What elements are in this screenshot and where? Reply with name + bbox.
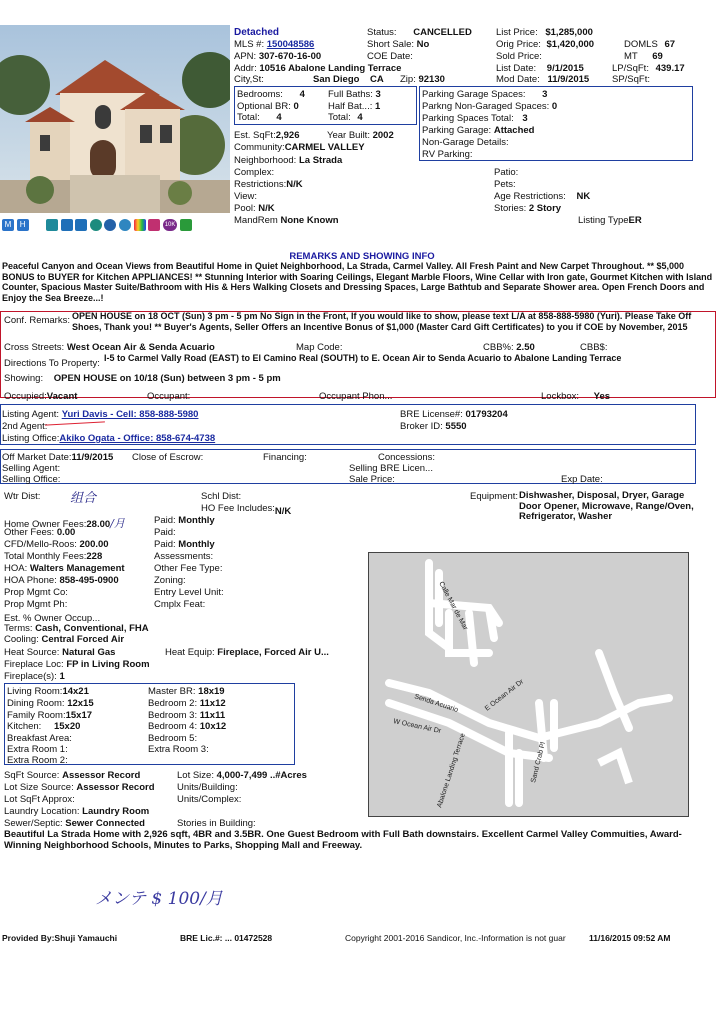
bedroom4-label: Bedroom 4: bbox=[148, 721, 198, 732]
other-fee-type-label: Other Fee Type: bbox=[154, 563, 223, 574]
listing-type-row bbox=[578, 215, 642, 226]
mls-row bbox=[234, 39, 314, 50]
pool-value: N/K bbox=[258, 203, 275, 214]
heat-equip-value: Fireplace, Forced Air U... bbox=[217, 647, 329, 658]
cross-streets-label: Cross Streets: bbox=[4, 342, 65, 353]
zoning-label: Zoning: bbox=[154, 575, 186, 586]
lockbox-label: Lockbox: bbox=[541, 391, 580, 402]
city-value: San Diego bbox=[313, 74, 360, 85]
short-sale-value: No bbox=[416, 39, 430, 50]
hoa-phone-label: HOA Phone: bbox=[4, 575, 57, 586]
total-br-value: 4 bbox=[276, 112, 282, 123]
apn-label: APN: bbox=[234, 51, 257, 62]
bedroom2-row bbox=[148, 698, 226, 709]
total-monthly-value: 228 bbox=[86, 551, 103, 562]
apn-value: 307-670-16-00 bbox=[258, 51, 322, 62]
neighborhood-label: Neighborhood: bbox=[234, 155, 297, 166]
zip-value: 92130 bbox=[418, 74, 445, 85]
cfd-row bbox=[4, 539, 109, 550]
total-ba-value: 4 bbox=[357, 112, 363, 123]
broker-row bbox=[400, 421, 467, 432]
bre-row bbox=[400, 409, 508, 420]
dining-room-row bbox=[7, 698, 94, 709]
selling-bre-label: Selling BRE Licen... bbox=[349, 463, 433, 474]
paid3-label: Paid: bbox=[154, 539, 176, 550]
kitchen-value: 15x20 bbox=[53, 721, 81, 732]
lockbox-row bbox=[541, 391, 610, 402]
lpsqft-row bbox=[612, 63, 685, 74]
fireplace-loc-row bbox=[4, 659, 150, 670]
bedroom3-row bbox=[148, 710, 225, 721]
complex-label: Complex: bbox=[234, 167, 275, 178]
map-street-5: Abalone Landing Terrace bbox=[436, 732, 467, 809]
listing-office-label: Listing Office: bbox=[2, 433, 60, 444]
full-baths-value: 3 bbox=[375, 89, 381, 100]
handwritten-maintenance-note: メンテ $ 100/月 bbox=[95, 889, 223, 909]
house-icon[interactable] bbox=[75, 219, 87, 231]
public-remarks: Peaceful Canyon and Ocean Views from Beautiful Home in Quiet Neighborhood, La Strada, Carmel Valley. All Fresh Paint and New Carpet Throughout. ** $5,000 BONUS to BUYER for Kitchen APPLIANCES! ** Stunning Interior with Soaring Ceilings, Elegant Marble Floors, Wine Cellar with Iron gate, Gourmet Kitchen with Island Counter, Spacious Master Suite/Bathroom with His & Hers Walking Closets and Dressing Spaces, Large Bathtub and Separate Shower area. Open French Doors and Enjoy the Sea Breeze...! bbox=[2, 261, 713, 303]
circle-icon[interactable] bbox=[119, 219, 131, 231]
mls-number-link[interactable]: 150048586 bbox=[266, 39, 315, 50]
family-room-label: Family Room: bbox=[7, 710, 66, 721]
bedroom4-value: 10x12 bbox=[199, 721, 227, 732]
home-owner-fees-value: 28.00 bbox=[86, 519, 111, 530]
10k-icon[interactable]: 10K bbox=[163, 219, 177, 231]
paid1-row bbox=[154, 515, 215, 526]
kitchen-label: Kitchen: bbox=[7, 721, 42, 732]
optional-br-row bbox=[237, 101, 299, 112]
footer-bre: BRE Lic.#: ... 01472528 bbox=[180, 933, 273, 943]
summary-remarks: Beautiful La Strada Home with 2,926 sqft, 4BR and 3.5BR. One Guest Bedroom with Full Bath downstairs. Excellent Carmel Valley Commuities, Award-Winning Neighborhood Schools, Minutes to Parks, Shopping Mall and Freeway. bbox=[4, 829, 682, 851]
community-row bbox=[234, 142, 365, 153]
sewer-row bbox=[4, 818, 145, 829]
cbb-row bbox=[483, 342, 535, 353]
lot-sqft-label: Lot SqFt Approx: bbox=[4, 794, 75, 805]
sqft-source-label: SqFt Source: bbox=[4, 770, 60, 781]
showing-row bbox=[4, 373, 281, 384]
garage-spaces-label: Parking Garage Spaces: bbox=[422, 89, 526, 100]
non-garaged-label: Parkng Non-Garaged Spaces: bbox=[422, 101, 550, 112]
list-price-value: $1,285,000 bbox=[545, 27, 593, 38]
circle-icon[interactable] bbox=[104, 219, 116, 231]
listing-type-label: Listing Type bbox=[578, 215, 629, 226]
list-date-value: 9/1/2015 bbox=[546, 63, 584, 74]
lot-size-source-row bbox=[4, 782, 155, 793]
extra-room3-label: Extra Room 3: bbox=[148, 744, 209, 755]
conf-remarks-label: Conf. Remarks: bbox=[4, 315, 70, 326]
year-value: 2002 bbox=[372, 130, 394, 141]
non-garage-details-label: Non-Garage Details: bbox=[422, 137, 509, 148]
bre-label: BRE License#: bbox=[400, 409, 463, 420]
fireplaces-label: Fireplace(s): bbox=[4, 671, 57, 682]
patio-label: Patio: bbox=[494, 167, 519, 178]
map-street-1: Calle Mar de Mar bbox=[437, 580, 469, 632]
paid2-label: Paid: bbox=[154, 527, 176, 538]
financing-label: Financing: bbox=[263, 452, 307, 463]
heat-source-label: Heat Source: bbox=[4, 647, 60, 658]
spsqft-label: SP/SqFt: bbox=[612, 74, 651, 85]
sqft-row bbox=[234, 130, 300, 141]
dining-room-value: 12x15 bbox=[67, 698, 94, 709]
directions-label: Directions To Property: bbox=[4, 358, 100, 369]
mt-label: MT bbox=[624, 51, 638, 62]
map-street-4: W Ocean Air Dr bbox=[392, 718, 442, 736]
cfd-value: 200.00 bbox=[79, 539, 109, 550]
equipment-value: Dishwasher, Disposal, Dryer, Garage Door Opener, Microwave, Range/Oven, Refrigerator, Washer bbox=[519, 490, 694, 522]
living-room-label: Living Room: bbox=[7, 686, 63, 697]
sewer-value: Sewer Connected bbox=[65, 818, 145, 829]
showing-label: Showing: bbox=[4, 373, 44, 384]
paid3-value: Monthly bbox=[178, 539, 215, 550]
cmplx-feat-label: Cmplx Feat: bbox=[154, 599, 206, 610]
total-monthly-row bbox=[4, 551, 102, 562]
owner-occ-label: Est. % Owner Occup... bbox=[4, 613, 101, 624]
home-icon[interactable] bbox=[61, 219, 73, 231]
heat-equip-label: Heat Equip: bbox=[165, 647, 215, 658]
short-sale-row bbox=[367, 39, 429, 50]
concessions-label: Concessions: bbox=[378, 452, 436, 463]
lot-size-label: Lot Size: bbox=[177, 770, 214, 781]
bedroom3-label: Bedroom 3: bbox=[148, 710, 198, 721]
listing-agent-link[interactable]: Yuri Davis - Cell: 858-888-5980 bbox=[61, 409, 199, 420]
master-br-label: Master BR: bbox=[148, 686, 196, 697]
garage-row bbox=[422, 125, 534, 136]
home-owner-handwritten: /月 bbox=[110, 517, 125, 530]
fireplace-loc-label: Fireplace Loc: bbox=[4, 659, 64, 670]
units-complex-label: Units/Complex: bbox=[177, 794, 242, 805]
pool-row bbox=[234, 203, 275, 214]
status-label: Status: bbox=[367, 27, 397, 38]
listing-office-link[interactable]: Akiko Ogata - Office: 858-674-4738 bbox=[59, 433, 216, 444]
status-value: CANCELLED bbox=[413, 27, 472, 38]
age-value: NK bbox=[576, 191, 591, 202]
spaces-total-row bbox=[422, 113, 528, 124]
exp-date-label: Exp Date: bbox=[561, 474, 603, 485]
spaces-total-value: 3 bbox=[522, 113, 528, 124]
listing-agent-label: Listing Agent: bbox=[2, 409, 60, 420]
hoa-phone-row bbox=[4, 575, 119, 586]
short-sale-label: Short Sale: bbox=[367, 39, 414, 50]
breakfast-label: Breakfast Area: bbox=[7, 733, 72, 744]
property-type: Detached bbox=[234, 27, 280, 38]
state-value: CA bbox=[370, 74, 384, 85]
showing-value: OPEN HOUSE on 10/18 (Sun) between 3 pm - 5 pm bbox=[53, 373, 281, 384]
laundry-value: Laundry Room bbox=[82, 806, 150, 817]
addr-label: Addr: bbox=[234, 63, 257, 74]
hoa-label: HOA: bbox=[4, 563, 28, 574]
selling-agent-label: Selling Agent: bbox=[2, 463, 61, 474]
off-market-label: Off Market Date: bbox=[2, 452, 72, 463]
heat-source-value: Natural Gas bbox=[62, 647, 116, 658]
restrictions-value: N/K bbox=[286, 179, 303, 190]
doml-label: DOMLS bbox=[624, 39, 658, 50]
community-label: Community: bbox=[234, 142, 285, 153]
mod-date-value: 11/9/2015 bbox=[547, 74, 590, 85]
half-bath-row bbox=[328, 101, 380, 112]
fireplace-loc-value: FP in Living Room bbox=[66, 659, 150, 670]
directions-text: I-5 to Carmel Vally Road (EAST) to El Camino Real (SOUTH) to E. Ocean Air to Senda Acuario to Abalone Landing Terrace bbox=[104, 353, 622, 363]
ho-fee-label: HO Fee Includes: bbox=[201, 503, 275, 514]
orig-price-row bbox=[496, 39, 594, 50]
print-timestamp: 11/16/2015 09:52 AM bbox=[589, 933, 671, 943]
occupied-value: Vacant bbox=[46, 391, 78, 402]
optional-br-label: Optional BR: bbox=[237, 101, 291, 112]
cross-streets-value: West Ocean Air & Senda Acuario bbox=[66, 342, 215, 353]
terms-label: Terms: bbox=[4, 623, 33, 634]
bedrooms-row bbox=[237, 89, 305, 100]
mandrem-value: None Known bbox=[280, 215, 339, 226]
bedrooms-value: 4 bbox=[299, 89, 305, 100]
list-date-label: List Date: bbox=[496, 63, 537, 74]
map-street-3: E Ocean Air Dr bbox=[483, 678, 526, 713]
bedroom3-value: 11x11 bbox=[199, 710, 226, 721]
non-garaged-value: 0 bbox=[551, 101, 558, 112]
doml-value: 67 bbox=[664, 39, 676, 50]
sqft-source-value: Assessor Record bbox=[62, 770, 141, 781]
mandrem-row bbox=[234, 215, 339, 226]
heat-equip-row bbox=[165, 647, 329, 658]
stories-building-label: Stories in Building: bbox=[177, 818, 256, 829]
prop-mgmt-label: Prop Mgmt Co: bbox=[4, 587, 68, 598]
mt-value: 69 bbox=[652, 51, 663, 62]
total-ba-row bbox=[328, 112, 363, 123]
second-agent-label: 2nd Agent: bbox=[2, 421, 48, 432]
city-label: City,St: bbox=[234, 74, 264, 85]
list-price-row bbox=[496, 27, 593, 38]
fireplaces-value: 1 bbox=[59, 671, 65, 682]
cooling-row bbox=[4, 634, 124, 645]
stories-label: Stories: bbox=[494, 203, 527, 214]
rainbow-icon[interactable] bbox=[134, 219, 146, 231]
status-row bbox=[367, 27, 472, 38]
rv-parking-label: RV Parking: bbox=[422, 149, 473, 160]
lpsqft-value: 439.17 bbox=[655, 63, 685, 74]
laundry-label: Laundry Location: bbox=[4, 806, 80, 817]
total-br-label: Total: bbox=[237, 112, 260, 123]
age-row bbox=[494, 191, 590, 202]
bre-value: 01793204 bbox=[465, 409, 508, 420]
lot-size-source-value: Assessor Record bbox=[76, 782, 155, 793]
broker-label: Broker ID: bbox=[400, 421, 443, 432]
fireplaces-row bbox=[4, 671, 65, 682]
community-value: CARMEL VALLEY bbox=[284, 142, 365, 153]
garage-spaces-row bbox=[422, 89, 547, 100]
schl-dist-label: Schl Dist: bbox=[201, 491, 242, 502]
garage-value: Attached bbox=[493, 125, 535, 136]
restrictions-row bbox=[234, 179, 303, 190]
half-bath-value: 1 bbox=[375, 101, 381, 112]
zip-row bbox=[400, 74, 445, 85]
sqft-label: Est. SqFt: bbox=[234, 130, 276, 141]
occupant-phone-label: Occupant Phon... bbox=[319, 391, 393, 402]
extra-room2-label: Extra Room 2: bbox=[7, 755, 68, 766]
bedroom2-label: Bedroom 2: bbox=[148, 698, 198, 709]
units-building-label: Units/Building: bbox=[177, 782, 238, 793]
bedroom4-row bbox=[148, 721, 226, 732]
wtr-dist-label: Wtr Dist: bbox=[4, 491, 41, 502]
h-icon[interactable]: H bbox=[17, 219, 29, 231]
other-fees-value: 0.00 bbox=[56, 527, 76, 538]
listing-agent-row bbox=[2, 409, 198, 420]
conf-remarks-text: OPEN HOUSE on 18 OCT (Sun) 3 pm - 5 pm No Sign in the Front, If you would like to show, please text L/A at 858-888-5980 (Yuri). Please Take Off Shoes, Thank you! ** Buyer's Agents, Seller Offers an Incentive Bonus of $1,000 (Master Card Gift Certificates) to you if COE by November, 2015 bbox=[72, 311, 692, 332]
total-br-row bbox=[237, 112, 282, 123]
mod-date-label: Mod Date: bbox=[496, 74, 540, 85]
cooling-value: Central Forced Air bbox=[41, 634, 125, 645]
provided-by: Provided By:Shuji Yamauchi bbox=[2, 933, 118, 943]
stories-value: 2 Story bbox=[528, 203, 562, 214]
bedroom5-label: Bedroom 5: bbox=[148, 733, 198, 744]
master-br-value: 18x19 bbox=[198, 686, 225, 697]
hoa-row bbox=[4, 563, 125, 574]
family-room-row bbox=[7, 710, 92, 721]
lot-size-row bbox=[177, 770, 307, 781]
cooling-label: Cooling: bbox=[4, 634, 39, 645]
living-room-value: 14x21 bbox=[62, 686, 89, 697]
ho-fee-row bbox=[201, 503, 292, 517]
close-escrow-label: Close of Escrow: bbox=[132, 452, 204, 463]
restrictions-label: Restrictions: bbox=[234, 179, 287, 190]
m-icon[interactable]: M bbox=[2, 219, 14, 231]
bedrooms-label: Bedrooms: bbox=[237, 89, 283, 100]
full-baths-label: Full Baths: bbox=[328, 89, 373, 100]
selling-office-label: Selling Office: bbox=[2, 474, 61, 485]
mls-label: MLS #: bbox=[234, 39, 265, 50]
feature-icon-row bbox=[2, 219, 192, 231]
list-price-label: List Price: bbox=[496, 27, 538, 38]
map-street-6: Sand Crab Pl bbox=[530, 741, 548, 784]
map-street-2: Senda Acuario bbox=[413, 693, 459, 714]
other-fees-row bbox=[4, 527, 75, 538]
lot-size-source-label: Lot Size Source: bbox=[4, 782, 74, 793]
prop-mgmt-ph-label: Prop Mgmt Ph: bbox=[4, 599, 68, 610]
stories-row bbox=[494, 203, 561, 214]
terms-value: Cash, Conventional, FHA bbox=[35, 623, 149, 634]
listing-office-row bbox=[2, 433, 215, 444]
property-photo bbox=[0, 25, 230, 213]
remarks-heading: REMARKS AND SHOWING INFO bbox=[289, 251, 435, 262]
spaces-total-label: Parking Spaces Total: bbox=[422, 113, 514, 124]
year-row bbox=[327, 130, 394, 141]
cfd-label: CFD/Mello-Roos: bbox=[4, 539, 77, 550]
heat-source-row bbox=[4, 647, 115, 658]
mt-row bbox=[624, 51, 663, 62]
terms-row bbox=[4, 623, 149, 634]
lockbox-value: Yes bbox=[593, 391, 611, 402]
dining-room-label: Dining Room: bbox=[7, 698, 65, 709]
addr-row bbox=[234, 63, 401, 74]
year-label: Year Built: bbox=[327, 130, 370, 141]
coe-label: COE Date: bbox=[367, 51, 413, 62]
location-map[interactable] bbox=[368, 552, 689, 817]
cbb-dollar-label: CBB$: bbox=[580, 342, 608, 353]
hoa-value: Walters Management bbox=[29, 563, 125, 574]
sale-price-label: Sale Price: bbox=[349, 474, 395, 485]
garage-spaces-value: 3 bbox=[542, 89, 548, 100]
total-monthly-label: Total Monthly Fees: bbox=[4, 551, 87, 562]
half-bath-label: Half Bat...: bbox=[328, 101, 373, 112]
master-br-row bbox=[148, 686, 225, 697]
neighborhood-value: La Strada bbox=[298, 155, 343, 166]
equipment-label: Equipment: bbox=[470, 491, 519, 502]
walk-icon[interactable] bbox=[180, 219, 192, 231]
paid3-row bbox=[154, 539, 215, 550]
copyright: Copyright 2001-2016 Sandicor, Inc.-Information is not guar bbox=[345, 933, 566, 943]
cbb-label: CBB%: bbox=[483, 342, 514, 353]
occupant-label: Occupant: bbox=[147, 391, 191, 402]
zip-label: Zip: bbox=[400, 74, 416, 85]
addr-value: 10516 Abalone Landing Terrace bbox=[259, 63, 402, 74]
assessments-label: Assessments: bbox=[154, 551, 214, 562]
off-market-row bbox=[2, 452, 113, 463]
lpsqft-label: LP/SqFt: bbox=[612, 63, 649, 74]
hoa-phone-value: 858-495-0900 bbox=[59, 575, 119, 586]
paid1-value: Monthly bbox=[178, 515, 215, 526]
garage-label: Parking Garage: bbox=[422, 125, 492, 136]
family-room-value: 15x17 bbox=[65, 710, 93, 721]
sold-price-label: Sold Price: bbox=[496, 51, 542, 62]
non-garaged-row bbox=[422, 101, 557, 112]
off-market-value: 11/9/2015 bbox=[71, 452, 114, 463]
optional-br-value: 0 bbox=[293, 101, 299, 112]
sewer-label: Sewer/Septic: bbox=[4, 818, 63, 829]
mod-date-row bbox=[496, 74, 589, 85]
occupied-row bbox=[4, 391, 77, 402]
extra-room1-label: Extra Room 1: bbox=[7, 744, 68, 755]
view-label: View: bbox=[234, 191, 258, 202]
other-fees-label: Other Fees: bbox=[4, 527, 55, 538]
ho-fee-value: N/K bbox=[274, 506, 292, 517]
pool-label: Pool: bbox=[234, 203, 256, 214]
cross-streets-row bbox=[4, 342, 215, 353]
neighborhood-row bbox=[234, 155, 342, 166]
wtr-dist-handwritten: 组合 bbox=[70, 491, 97, 506]
full-baths-row bbox=[328, 89, 381, 100]
cbb-value: 2.50 bbox=[516, 342, 535, 353]
map-code-label: Map Code: bbox=[296, 342, 343, 353]
pets-label: Pets: bbox=[494, 179, 516, 190]
sqft-value: 2,926 bbox=[275, 130, 300, 141]
doml-row bbox=[624, 39, 675, 50]
sqft-source-row bbox=[4, 770, 140, 781]
listing-type-value: ER bbox=[628, 215, 642, 226]
paid1-label: Paid: bbox=[154, 515, 176, 526]
orig-price-value: $1,420,000 bbox=[546, 39, 595, 50]
age-label: Age Restrictions: bbox=[494, 191, 566, 202]
home-owner-fees-label: Home Owner Fees: bbox=[4, 519, 87, 530]
bedroom2-value: 11x12 bbox=[199, 698, 226, 709]
occupied-label: Occupied: bbox=[4, 391, 47, 402]
apn-row bbox=[234, 51, 321, 62]
living-room-row bbox=[7, 686, 89, 697]
info-icon[interactable] bbox=[46, 219, 58, 231]
circle-icon[interactable] bbox=[90, 219, 102, 231]
map-icon[interactable] bbox=[148, 219, 160, 231]
lot-size-value: 4,000-7,499 ..#Acres bbox=[216, 770, 307, 781]
broker-value: 5550 bbox=[445, 421, 467, 432]
list-date-row bbox=[496, 63, 584, 74]
laundry-row bbox=[4, 806, 149, 817]
kitchen-row bbox=[7, 721, 80, 732]
total-ba-label: Total: bbox=[328, 112, 351, 123]
mandrem-label: MandRem bbox=[234, 215, 278, 226]
orig-price-label: Orig Price: bbox=[496, 39, 541, 50]
entry-level-label: Entry Level Unit: bbox=[154, 587, 224, 598]
